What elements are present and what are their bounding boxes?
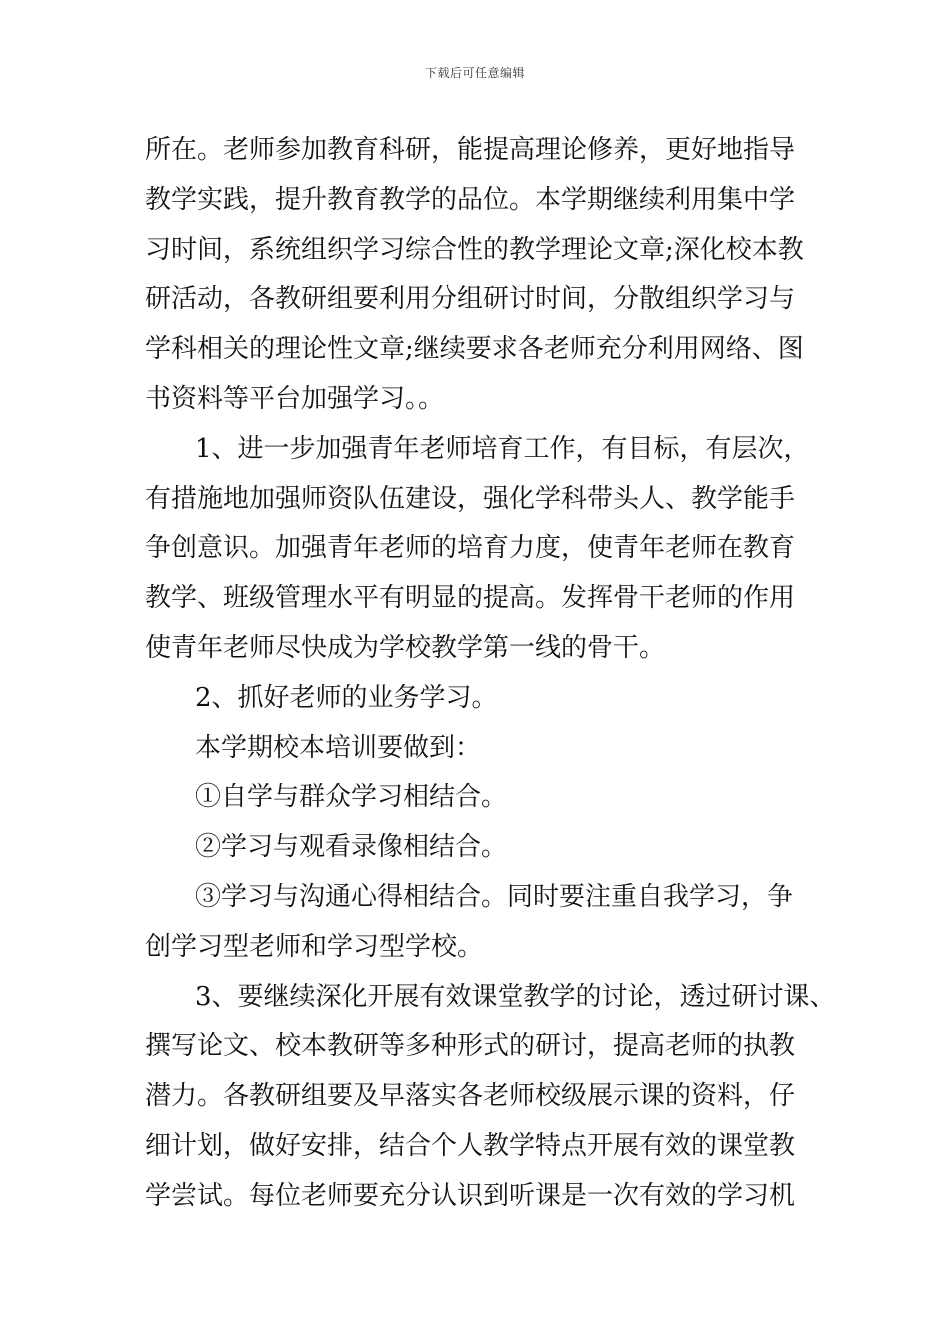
text-line: 有措施地加强师资队伍建设，强化学科带头人、教学能手 xyxy=(145,483,796,514)
text-line: 学尝试。每位老师要充分认识到听课是一次有效的学习机 xyxy=(145,1180,796,1211)
text-line: 潜力。各教研组要及早落实各老师校级展示课的资料，仔 xyxy=(145,1081,796,1112)
text-line: 创学习型老师和学习型学校。 xyxy=(145,931,484,962)
text-line: 教学、班级管理水平有明显的提高。发挥骨干老师的作用 xyxy=(145,583,796,614)
text-line: 本学期校本培训要做到： xyxy=(195,732,482,763)
text-line: 细计划，做好安排，结合个人教学特点开展有效的课堂教 xyxy=(145,1130,796,1161)
text-line: 争创意识。加强青年老师的培育力度，使青年老师在教育 xyxy=(145,533,796,564)
text-line: 撰写论文、校本教研等多种形式的研讨，提高老师的执教 xyxy=(145,1031,796,1062)
text-line: 学科相关的理论性文章;继续要求各老师充分利用网络、图 xyxy=(145,334,804,365)
text-line: 1、进一步加强青年老师培育工作，有目标，有层次， xyxy=(195,433,810,464)
text-line: ③学习与沟通心得相结合。同时要注重自我学习，争 xyxy=(195,881,794,912)
text-line: 习时间，系统组织学习综合性的教学理论文章;深化校本教 xyxy=(145,234,804,265)
text-line: ①自学与群众学习相结合。 xyxy=(195,782,508,813)
text-line: 研活动，各教研组要利用分组研讨时间，分散组织学习与 xyxy=(145,284,796,315)
text-line: 使青年老师尽快成为学校教学第一线的骨干。 xyxy=(145,632,666,663)
text-line: 所在。老师参加教育科研，能提高理论修养，更好地指导 xyxy=(145,135,796,165)
text-line: 2、抓好老师的业务学习。 xyxy=(195,682,498,713)
text-line: ②学习与观看录像相结合。 xyxy=(195,832,508,863)
text-line: 教学实践，提升教育教学的品位。本学期继续利用集中学 xyxy=(145,184,796,215)
text-line: 3、要继续深化开展有效课堂教学的讨论，透过研讨课、 xyxy=(195,981,836,1012)
page-header: 下载后可任意编辑 xyxy=(424,66,525,80)
body-text xyxy=(145,126,836,1222)
text-line: 书资料等平台加强学习。。 xyxy=(145,383,445,414)
